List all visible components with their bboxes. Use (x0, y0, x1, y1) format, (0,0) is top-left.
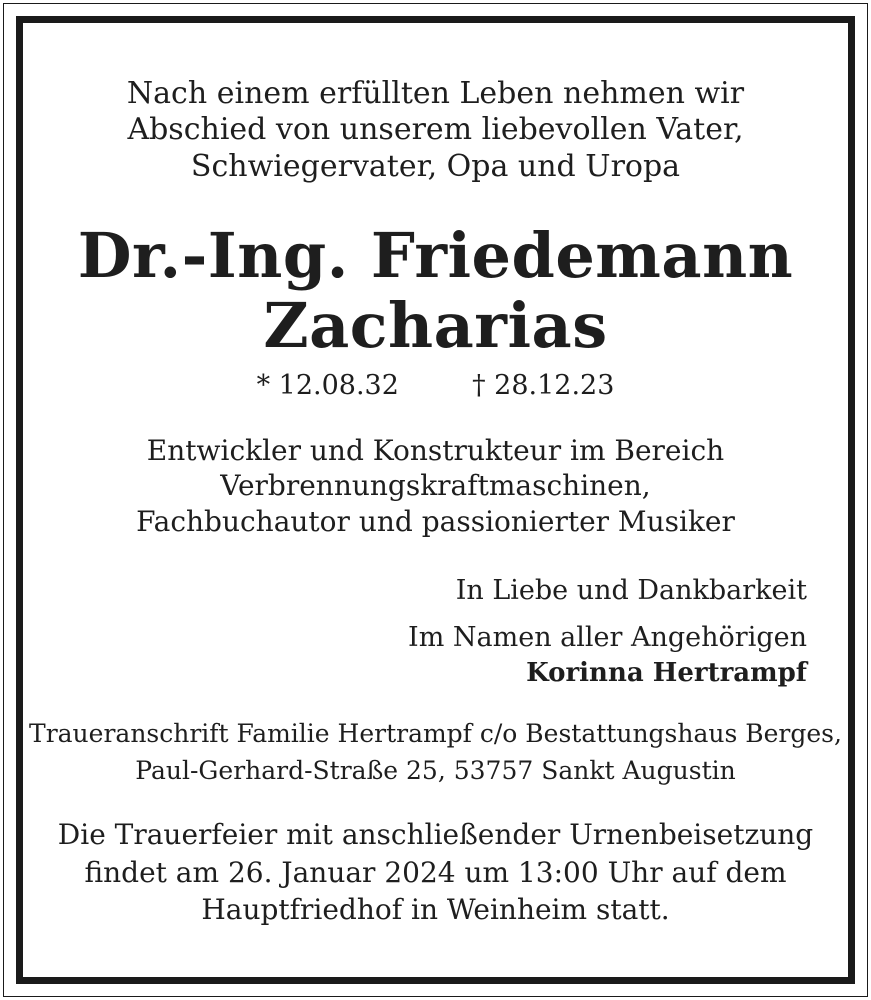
intro-line-3: Schwiegervater, Opa und Uropa (190, 149, 681, 184)
birth-date: * 12.08.32 (256, 370, 399, 401)
occupation-line-2: Verbrennungskraftmaschinen, (220, 469, 651, 502)
signer-name: Korinna Hertrampf (526, 658, 807, 688)
ceremony-line-2: findet am 26. Januar 2024 um 13:00 Uhr auf dem (84, 856, 787, 889)
death-date: † 28.12.23 (472, 370, 615, 401)
ceremony-line-3: Hauptfriedhof in Weinheim statt. (201, 893, 670, 926)
occupation-line-3: Fachbuchautor und passionierter Musiker (136, 505, 735, 538)
life-dates (0, 369, 871, 403)
intro-line-2: Abschied von unserem liebevollen Vater, (127, 112, 744, 147)
address-line-1: Traueranschrift Familie Hertrampf c/o Bestattungshaus Berges, (29, 719, 842, 748)
ceremony-line-1: Die Trauerfeier mit anschließender Urnenbeisetzung (57, 818, 814, 851)
deceased-name-line-1: Dr.-Ing. Friedemann (77, 219, 794, 292)
signoff-line-1: In Liebe und Dankbarkeit (455, 575, 807, 606)
signoff-line-2: Im Namen aller Angehörigen (408, 622, 807, 653)
deceased-name-line-2: Zacharias (263, 289, 608, 362)
address-line-2: Paul-Gerhard-Straße 25, 53757 Sankt Augustin (135, 756, 736, 785)
occupation-line-1: Entwickler und Konstrukteur im Bereich (146, 434, 725, 467)
intro-line-1: Nach einem erfüllten Leben nehmen wir (126, 76, 745, 111)
